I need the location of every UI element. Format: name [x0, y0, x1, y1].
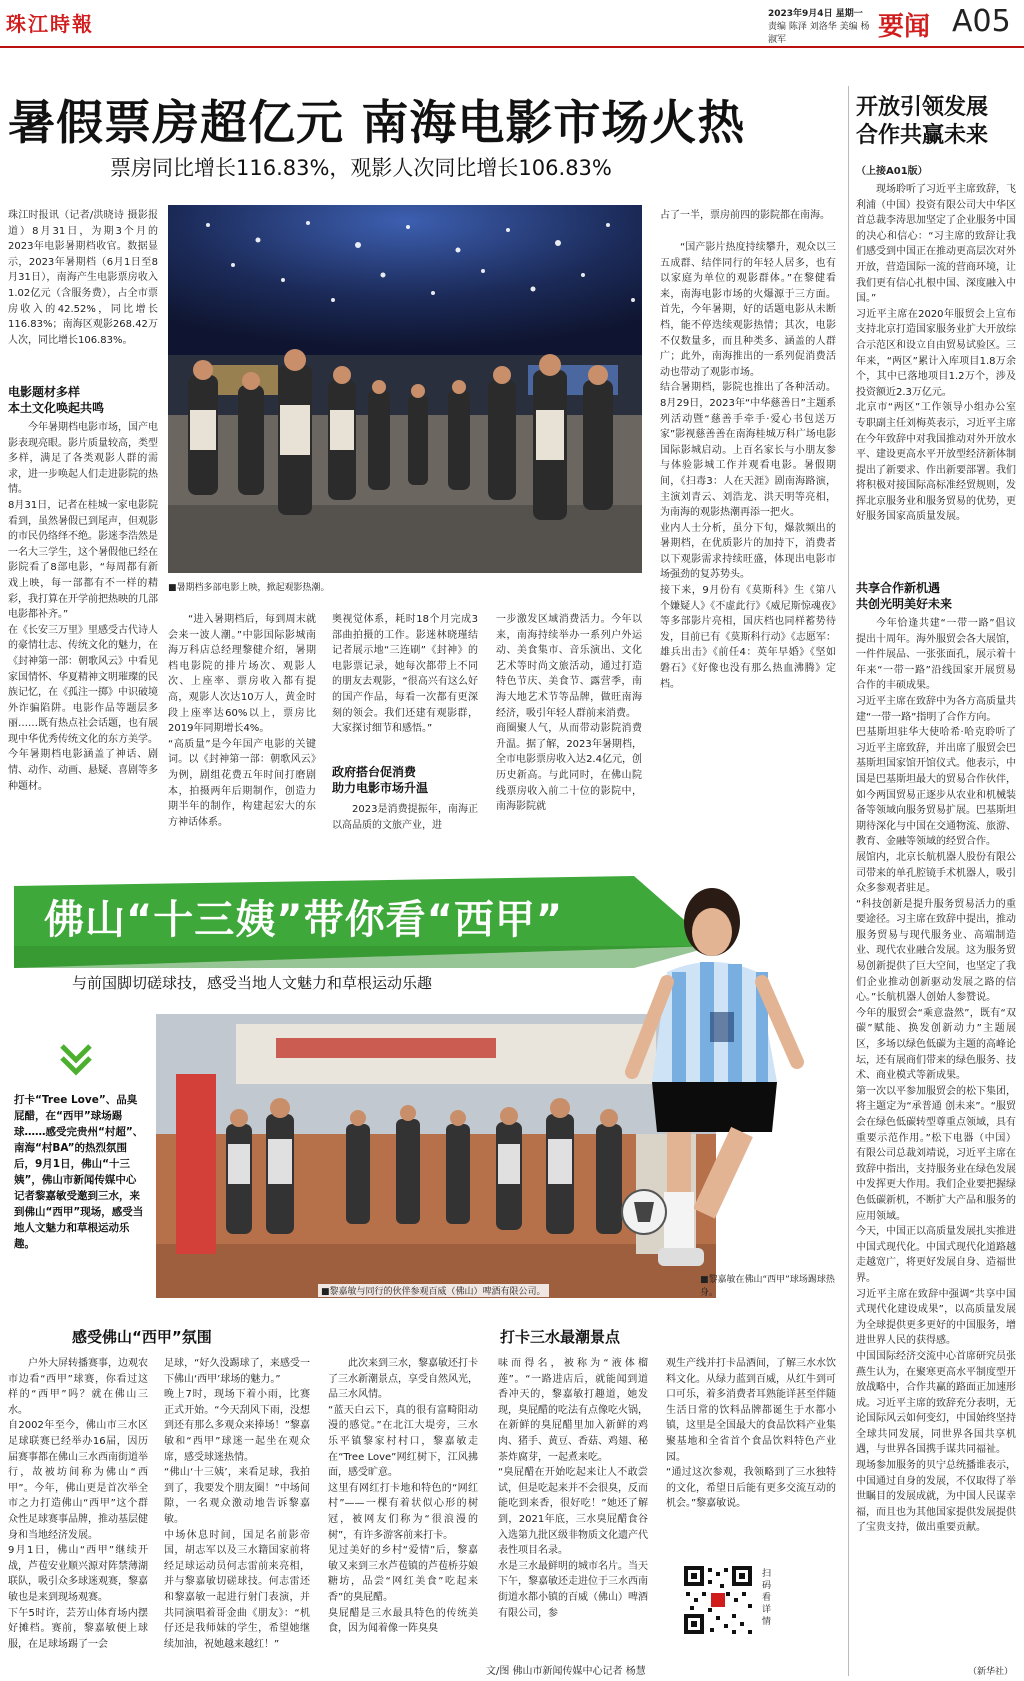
- brewery-photo-caption: ■黎嘉敏与同行的伙伴参观百威（佛山）啤酒有限公司。: [318, 1284, 549, 1297]
- issue-date: 2023年9月4日 星期一: [768, 9, 863, 19]
- down-arrow-icon: [56, 1040, 96, 1080]
- rail-subheading: 共享合作新机遇 共创光明美好未来: [856, 581, 953, 611]
- player-photo: [612, 862, 842, 1312]
- editors-line: 责编 陈泽 刘洛华 美编 杨淑军: [768, 22, 870, 45]
- section-heading-atmosphere: 感受佛山“西甲”氛围: [72, 1328, 212, 1346]
- rail-body-2: 今年恰逢共建“一带一路”倡议提出十周年。海外服贸会各大展馆，一件件展品、一张张面孔，展示着十年来“一带一路”沿线国家开展贸易合作的丰硕成果。 习近平主席在致辞中为各方高质量共建“一带一路”指明了合作方向。 巴基斯坦驻华大使哈希·哈克聆听了习近平主席致辞，并出席了服贸会巴基斯坦国家馆开馆仪式。他表示，中国是巴基斯坦最大的贸易合作伙伴，如今两国贸易正逐步从农业和机械装备等领域向服务贸易扩展。巴基斯坦期待深化与中国在交通物流、旅游、教育、金融等领域的经贸合作。 展馆内，北京长航机器人股份有限公司带来的单孔腔镜手术机器人，吸引众多参观者驻足。 “科技创新是提升服务贸易活力的重要途径。习主席在致辞中提出，推动服务贸易与现代服务业、高端制造业、现代农业融合发展。这为服务贸易创新提供了巨大空间，也坚定了我们企业推动创新驱动发展之路的信心。”长航机器人创始人参赞说。 今年的服贸会“乘意盎然”，既有“双碳”赋能、换发创新动力”主题展区，多场以绿色低碳为主题的高峰论坛，还有展商们带来的绿色服务、技术、商业模式等新成果。 第一次以平参加服贸会的松下集团，将主题定为“承普通 创未来”。“服贸会在绿色低碳转型尊重点领域，具有重要示范作用。”松下电器（中国）有限公司总裁刘靖说，习近平主席在致辞中指出，支持服务业在绿色发展中发挥更大作用。我们企业要把握绿色低碳新机，不断扩大产品和服务的应用领域。 今天，中国正以高质量发展扎实推进中国式现代化。中国式现代化道路越走越宽广，将更好发展自身、造福世界。 习近平主席在致辞中强调“共享中国式现代化建设成果”，以高质量发展为全球提供更多更好的中国服务，增进世界人民的获得感。 中国国际经济交流中心首席研究员张燕生认为，在聚寒更高水平制度型开放战略中，合作共赢的路面正加速形成。习近平主席的致辞充分表明，无论国际风云如何变幻，中国始终坚持全球共同发展，同世界各国共享机遇，与世界各国携手谋共同福祉。 现场参加服务的贝宁总统播谁表示，中国通过自身的发展，不仅取得了举世瞩目的发展成就，为中国人民谋幸福，而且也为其他国家提供发展提供了宝贵支持，做出重要贡献。: [856, 618, 1016, 1534]
- rail-body-1: 现场聆听了习近平主席致辞，飞利浦（中国）投资有限公司大中华区首总裁李涛思加坚定了企业服务中国的决心和信心：“习主席的致辞让我们感受到中国正在推动更高层次对外开放，营造国际一流的营商环境，让我们更有信心扎根中国、深度融入中国。” 习近平主席在2020年服贸会上宣布支持北京打造国家服务业扩大开放综合示范区和设立自由贸易试验区。三年来，“两区”累计入库项目1.8万余个，其中已落地项目1.2万个，涉及投资额近2.3万亿元。 北京市“两区”工作领导小组办公室专职副主任刘梅英表示，习近平主席在今年致辞中对我国推动对外开放水平、建设更高水平开放型经济新体制提出了新要求、作出新要部署。我们将积极对接国际高标准经贸规则，发挥北京服务业和服务贸易的优势，更好服务国家高质量发展。: [856, 184, 1016, 523]
- masthead-rule: [0, 46, 1024, 48]
- story-col3: 奥视觉体系，耗时18个月完成3部曲拍摄的工作。影迷林晓瑾结记者展示地“三连刷”《封神》的电影票记录，她每次都带上不同的朋友去观影，“很高兴有这么好的国产作品，每看一次都有更深刻的领会。我们还建有观影群，大家探讨细节和感悟。”: [332, 614, 478, 735]
- feature-right-col2: 味而得名，被称为“液体榴莲”。“一路进店后，就能闻到道香冲天的，黎嘉敏打趣道，她发现，臭屁醋的吃法有点像吃火锅，在新鲜的臭屁醋里加入新鲜的鸡肉、猪手、黄豆、香菇、鸡翅、秘茶炸腐芽，一起煮来吃。 “臭屁醋在开始吃起来让人不敢尝试，但是吃起来并不会很臭，反而能吃到来香，很好吃！”她还了解到，2021年底，三水臭屁醋食谷入选第九批区级非物质文化遗产代表性项目名录。 水是三水最鲜明的城市名片。当天下午，黎嘉敏还走进位于三水西南街道水都小镇的百威（佛山）啤酒有限公司，参: [498, 1358, 648, 1619]
- main-subhead: 票房同比增长116.83%，观影人次同比增长106.83%: [110, 156, 612, 180]
- football-player-illustration: [612, 862, 842, 1312]
- rail-divider: [848, 86, 849, 1676]
- story-col1-top: 珠江时报讯（记者/洪晓诗 摄影报道）8月31日，为期3个月的2023年电影暑期档收官。数据显示，2023年暑期档（6月1日至8月31日），南海产生电影票房收入1.02亿元（含服务费），占全市票房收入的42.52%，同比增长116.83%；南海区观影268.42万人次，同比增长106.83%。: [8, 210, 158, 346]
- feature-credit: 文/图 佛山市新闻传媒中心记者 杨慧: [486, 1666, 646, 1677]
- section-heading-hotspots: 打卡三水最潮景点: [500, 1328, 621, 1346]
- story-col1-subheading: 电影题材多样 本土文化唤起共鸣: [8, 385, 105, 415]
- feature-headline: 佛山“十三姨”带你看“西甲”: [44, 897, 564, 943]
- qr-label: 扫码看详情: [762, 1569, 772, 1627]
- rail-headline: 开放引领发展 合作共赢未来: [856, 95, 989, 148]
- story-col3-subheading: 政府搭台促消费 助力电影市场升温: [332, 765, 429, 795]
- rail-credit: （新华社）: [968, 1667, 1014, 1677]
- story-col5-body: “国产影片热度持续攀升，观众以三五成群、结伴同行的年轻人居多，也有以家庭为单位的观影群体。”在黎健看来，南海电影市场的火爆源于三方面。首先，今年暑期，好的话题电影从未断档，能不停迭续观影热情；其次，电影不仅数量多，而且种类多、涵盖的人群广；此外，南海推出的一系列促消费活动也带动了观影市场。 结合暑期档，影院也推出了各种活动。8月29日，2023年“中华慈善日”主题系列活动暨“慈善手牵手·爱心书包送万家”影视慈善善在南海桂城万科广场电影国际影城启动。上百名家长与小朋友参与体验影城工作并观看电影。暑假期间，《扫毒3：人在天涯》剧南海路演，主演刘青云、刘浩龙、洪天明等亮相，为南海的观影热潮再添一把火。 业内人士分析，虽分下旬，爆款频出的暑期档，在优质影片的加持下，消费者以下观影需求持续旺盛，体现出电影市场强劲的复苏势头。 接下来，9月份有《莫斯科》生《第八个嫌疑人》《不虚此行》《威尼斯惊魂夜》等多部影片亮相，国庆档也同样蓄势待发，目前已有《莫斯科行动》《志愿军：雄兵出击》《前任4：英年早婚》《坚如磐石》《好像也没有那么热血沸腾》定档。: [660, 242, 836, 690]
- masthead: [0, 0, 1024, 48]
- feature-right-col3: 观生产线并打卡品酒间，了解三水水饮料文化。从绿力蓝到百威，从红牛到可口可乐，着多消费者耳熟能详甚至伴随生活日常的饮料品牌都诞生于水都小镇，这里是全国最大的食品饮料产业集聚基地和全省首个食品饮料特色产业园。 “通过这次参观，我领略到了三水独特的文化，希望日后能有更多交流互动的机会。”黎嘉敏说。: [666, 1358, 836, 1510]
- cinema-lobby-illustration: [168, 205, 642, 573]
- story-col4: 一步激发区域消费活力。今年以来，南海持续举办一系列户外运动、美食集市、音乐演出、文化艺术等时尚文旅活动，通过打造特色节庆、美食节、露营季，南海大地艺术节等品牌，做旺南海经济，吸引年轻人群前来消费。 商圈聚人气，从而带动影院消费升温。据了解，2023年暑期档，全市电影票房收入达2.4亿元，创历史新高。与此同时，在佛山院线票房收入前二十位的影院中，南海影院就: [496, 614, 642, 813]
- cinema-lobby-photo: [168, 205, 642, 573]
- story-col3-bottom: 2023是消费提振年，南海正以高品质的文旅产业，进: [332, 804, 478, 831]
- story-col1-body: 今年暑期档电影市场，国产电影表现亮眼。影片质量较高，类型多样，满足了各类观影人群的需求，进一步唤起人们走进影院的热情。 8月31日，记者在桂城一家电影院看到，虽然暑假已到尾声，但观影的市民仍络绎不绝。影迷李浩然是一名大三学生，这个暑假他已经在影院看了8部电影，“每周都有新戏上映，每一部都有不一样的精彩，我打算在开学前把热映的几部电影都补齐。” 在《长安三万里》里感受古代诗人的豪情壮志、传统文化的魅力，在《封神第一部：朝歌风云》中看见家国情怀、华夏精神文明璀璨的民族记忆，在《孤注一掷》中识破境外诈骗陷阱。电影作品等题层多丽……既有热点社会话题，也有展现中华优秀传统文化的东方美学。今年暑期档电影涵盖了神话、剧情、动作、动画、悬疑、喜剧等多种题材。: [8, 422, 158, 792]
- feature-left-col2: 足球，“好久没踢球了，来感受一下佛山‘西甲’球场的魅力。” 晚上7时，现场下着小雨，比赛正式开始。“今天刮风下雨，没想到还有那么多观众来捧场！”黎嘉敏和“西甲”球迷一起坐在观众席，感受球迷热情。 “佛山‘十三姨’，来看足球，我拍到了，我要发个朋友圈！”中场间隙，一名观众激动地告诉黎嘉敏。 中场休息时间，国足名前影帝国，胡志军以及三水籍国家前将经足球运动员何志雷前来亮相，并与黎嘉敏切磋球技。何志雷还和黎嘉敏一起进行射门表演，并共同演唱着哥金曲《朋友》：“机仔还是我师妹的学生，希望她继续加油，祝她越来越红！”: [164, 1358, 310, 1650]
- section-name: 要闻: [878, 12, 931, 42]
- feature-right-col1: 此次来到三水，黎嘉敏还打卡了三水新潮景点，享受自然风光，品三水风情。 “蓝天白云下，真的很有富畸阳动漫的感觉。”在北江大堤旁，三水乐平镇黎家村村口，黎嘉敏走在“Tree Love”网红树下，江风拂面，感受旷意。 这里有网红打卡地和特色的“网红村”——一棵有着状似心形的树冠，被网友们称为“很浪漫的树”，有许多游客前来打卡。 见过美好的乡村“爱情”后，黎嘉敏又来到三水芦苞镇的芦苞桥芬娘糖坊，品尝“网红美食”吃起来香”的臭屁醋。 臭屁醋是三水最具特色的传统美食，因为闻着像一阵臭臭: [328, 1358, 478, 1635]
- page-number: A05: [952, 4, 1011, 39]
- dateline: [768, 8, 878, 47]
- story-col2: “进入暑期档后，每到周末就会来一波人潮。”中影国际影城南海万科店总经理黎健介绍，暑期档电影院的排片场次、观影人次、上座率、票房收入都有提高，观影人次达10万人，黄金时段上座率达60%以上，票房比2019年同期增长4%。 “高质量”是今年国产电影的关键词。以《封神第一部：朝歌风云》为例，剧组花费五年时间打磨剧本，拍摄两年后期制作，创造力期半年的制作，构建起宏大的东方神话体系。: [168, 614, 316, 828]
- feature-lead: 打卡“Tree Love”、品臭屁醋，在“西甲”球场踢球……感受完贵州“村超”、南海“村BA”的热烈氛围后，9月1日，佛山“十三姨”，佛山市新闻传媒中心记者黎嘉敏受邀到三水，来到佛山“西甲”现场，感受当地人文魅力和草根运动乐趣。: [14, 1094, 144, 1250]
- main-headline: 暑假票房超亿元 南海电影市场火热: [8, 96, 746, 151]
- cinema-photo-caption: ■暑期档多部电影上映，掀起观影热潮。: [168, 583, 330, 593]
- feature-subhead: 与前国脚切磋球技，感受当地人文魅力和草根运动乐趣: [72, 974, 433, 992]
- player-photo-caption: ■黎嘉敏在佛山“西甲”球场踢球热身。: [700, 1275, 835, 1298]
- feature-left-col1: 户外大屏转播赛事，边观农市边看“西甲”球赛，你看过这样的“西甲”吗？就在佛山三水。 自2002年至今，佛山市三水区足球联赛已经举办16届，因历届赛事都在佛山三水西南街道举行，故被坊间称为佛山“西甲”。今年，佛山更是首次举全市之力打造佛山“西甲”这个群众性足球赛事品牌，推动基层健身和当地经济发展。 9月1日，佛山“西甲”继续开战，芦苞安业顺兴源对阵禁薄湖联队，吸引众多球迷观赛，黎嘉敏也是来到现场观赛。 下午5时许，芸芳山体育场内摆好摊档。赛前，黎嘉敏便上球服，在足球场踢了一会: [8, 1358, 148, 1650]
- qr-code-icon[interactable]: [682, 1564, 754, 1636]
- rail-intro: （上接A01版）: [856, 166, 928, 177]
- story-col5-top: 占了一半，票房前四的影院都在南海。: [660, 210, 830, 221]
- newspaper-logo: 珠江時報: [6, 12, 94, 36]
